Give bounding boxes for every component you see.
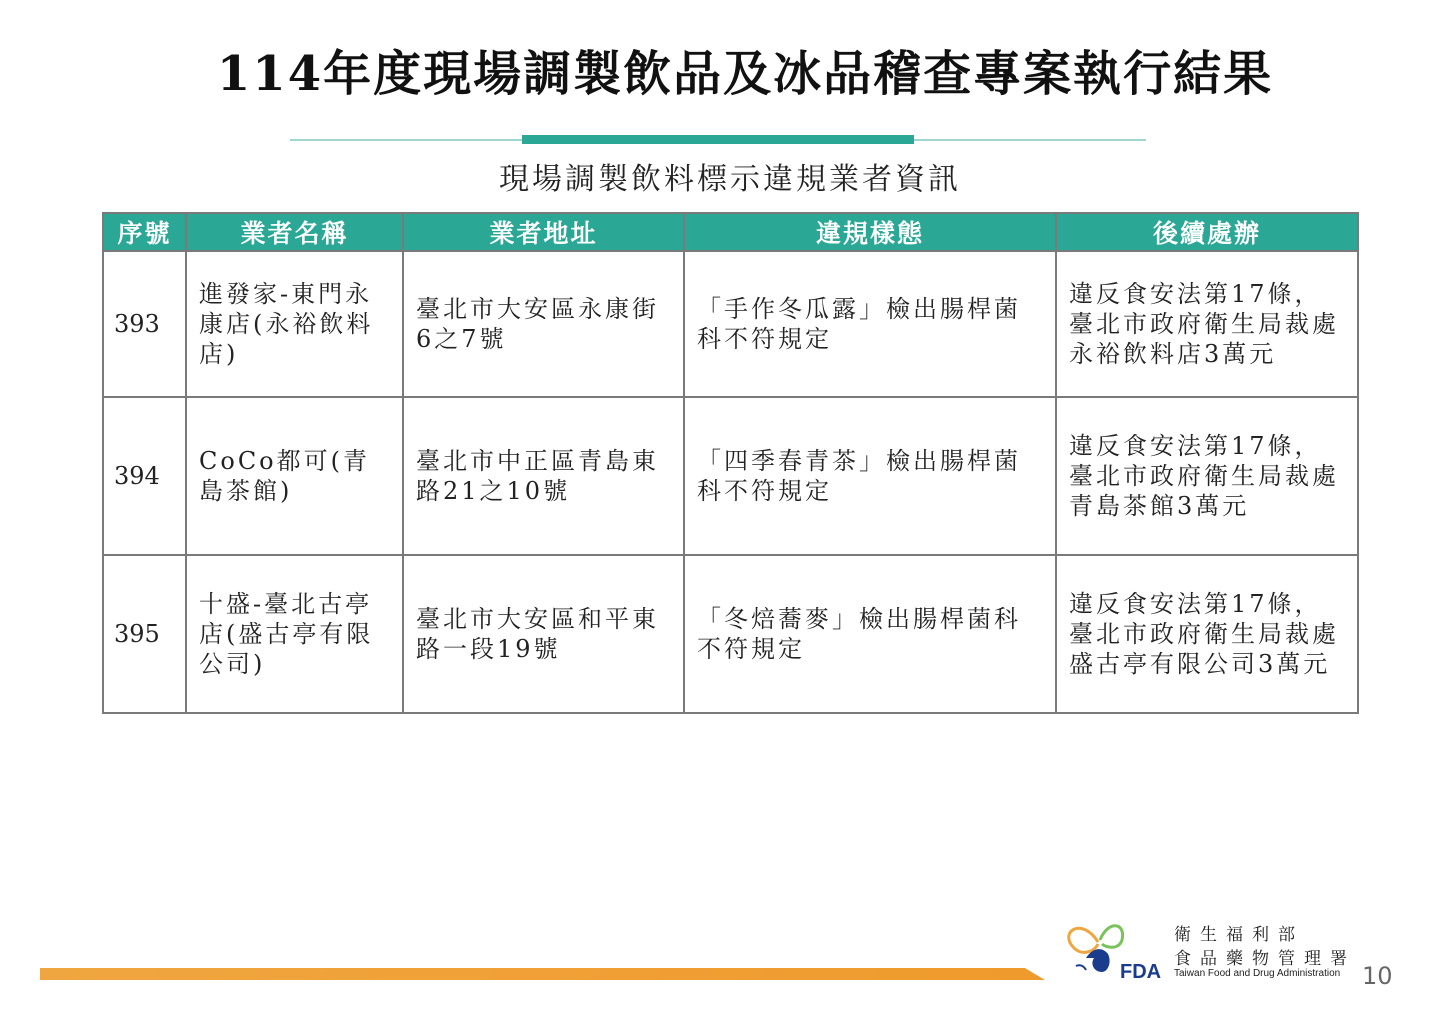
cell-follow-up-action: 違反食安法第17條，臺北市政府衛生局裁處青島茶館3萬元 <box>1056 397 1358 555</box>
cell-business-address: 臺北市中正區青島東路21之10號 <box>403 397 684 555</box>
cell-business-address: 臺北市大安區永康街6之7號 <box>403 251 684 397</box>
fda-logo-text: FDA <box>1120 961 1162 983</box>
cell-business-address: 臺北市大安區和平東路一段19號 <box>403 555 684 713</box>
cell-serial-no: 394 <box>103 397 186 555</box>
page-title: 114年度現場調製飲品及冰品稽查專案執行結果 <box>216 46 1274 102</box>
cell-follow-up-action: 違反食安法第17條，臺北市政府衛生局裁處盛古亭有限公司3萬元 <box>1056 555 1358 713</box>
cell-follow-up-action: 違反食安法第17條，臺北市政府衛生局裁處永裕飲料店3萬元 <box>1056 251 1358 397</box>
violations-table <box>102 212 1359 714</box>
header-follow-up-action: 後續處辦 <box>1056 213 1358 251</box>
table-header-row <box>103 213 1358 251</box>
org-name-line1: 衛生福利部 <box>1174 925 1304 945</box>
org-name-line2: 食品藥物管理署 <box>1174 949 1356 969</box>
cell-serial-no: 395 <box>103 555 186 713</box>
title-divider-accent <box>522 135 914 144</box>
table-caption: 現場調製飲料標示違規業者資訊 <box>499 162 961 197</box>
header-business-address: 業者地址 <box>403 213 684 251</box>
cell-business-name: CoCo都可(青島茶館) <box>186 397 403 555</box>
header-violation-type: 違規樣態 <box>684 213 1056 251</box>
table-row <box>103 555 1358 713</box>
header-business-name: 業者名稱 <box>186 213 403 251</box>
cell-violation-type: 「手作冬瓜露」檢出腸桿菌科不符規定 <box>684 251 1056 397</box>
cell-business-name: 十盛-臺北古亭店(盛古亭有限公司) <box>186 555 403 713</box>
table-row <box>103 397 1358 555</box>
fda-logo <box>1064 914 1364 986</box>
cell-serial-no: 393 <box>103 251 186 397</box>
org-name-english: Taiwan Food and Drug Administration <box>1174 968 1341 979</box>
cell-violation-type: 「冬焙蕎麥」檢出腸桿菌科不符規定 <box>684 555 1056 713</box>
cell-business-name: 進發家-東門永康店(永裕飲料店) <box>186 251 403 397</box>
header-serial-no: 序號 <box>103 213 186 251</box>
fda-butterfly-logo-icon <box>1064 914 1174 984</box>
footer-accent-bar <box>40 968 1045 980</box>
cell-violation-type: 「四季春青茶」檢出腸桿菌科不符規定 <box>684 397 1056 555</box>
table-row <box>103 251 1358 397</box>
page-number: 10 <box>1362 962 1393 990</box>
